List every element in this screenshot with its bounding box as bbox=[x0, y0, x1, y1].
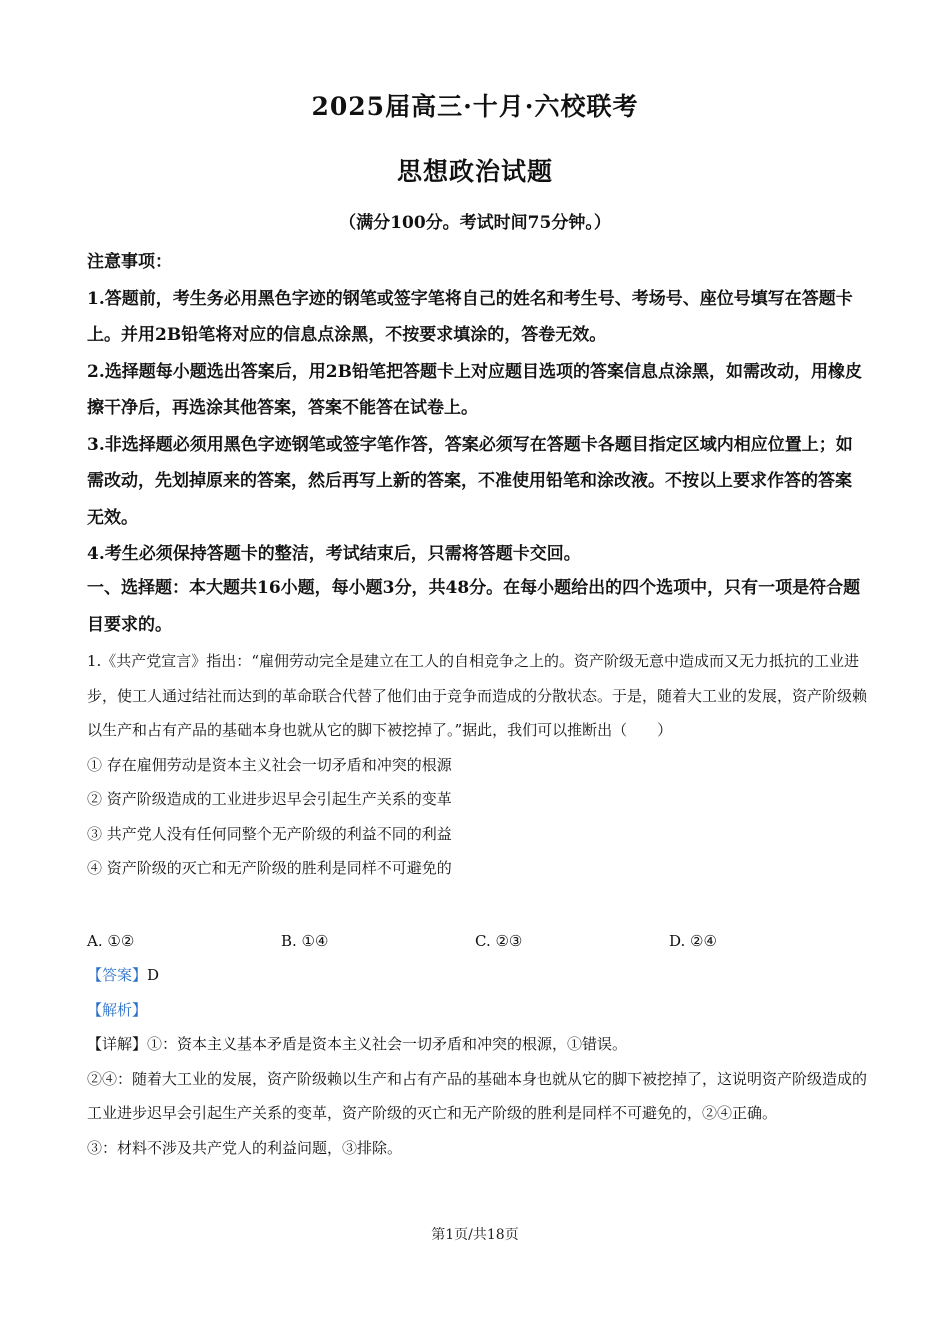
option-a: A. ①② bbox=[87, 932, 135, 950]
detail-line-3: ③：材料不涉及共产党人的利益问题，③排除。 bbox=[87, 1138, 403, 1157]
answer-label: 【答案】 bbox=[87, 966, 148, 984]
notice-item-1: 1.答题前，考生务必用黑色字迹的钢笔或签字笔将自己的姓名和考生号、考场号、座位号填写在答题卡上。并用2B铅笔将对应的信息点涂黑，不按要求填涂的，答卷无效。 bbox=[87, 288, 853, 345]
option-b: B. ①④ bbox=[281, 932, 329, 950]
section-title: 一、选择题：本大题共16小题，每小题3分，共48分。在每小题给出的四个选项中，只有一项是符合题目要求的。 bbox=[87, 578, 861, 635]
notice-item-2: 2.选择题每小题选出答案后，用2B铅笔把答题卡上对应题目选项的答案信息点涂黑，如需改动，用橡皮擦干净后，再选涂其他答案，答案不能答在试卷上。 bbox=[87, 361, 862, 418]
analysis-label: 【解析】 bbox=[87, 1000, 148, 1019]
statement-3: ③ 共产党人没有任何同整个无产阶级的利益不同的利益 bbox=[87, 824, 452, 843]
exam-title: 2025届高三·十月·六校联考 bbox=[311, 92, 639, 121]
detail-label: 【详解】 bbox=[87, 1035, 148, 1053]
statement-4: ④ 资产阶级的灭亡和无产阶级的胜利是同样不可避免的 bbox=[87, 859, 452, 877]
notice-item-3: 3.非选择题必须用黑色字迹钢笔或签字笔作答，答案必须写在答题卡各题目指定区域内相应位置上；如需改动，先划掉原来的答案，然后再写上新的答案，不准使用铅笔和涂改液。不按以上要求作答的答案无效。 bbox=[87, 434, 853, 528]
notice-heading: 注意事项： bbox=[87, 252, 172, 272]
statement-1: ① 存在雇佣劳动是资本主义社会一切矛盾和冲突的根源 bbox=[87, 755, 452, 774]
notice-item-4: 4.考生必须保持答题卡的整洁，考试结束后，只需将答题卡交回。 bbox=[87, 544, 581, 564]
notice-section bbox=[87, 244, 867, 573]
subject-title: 思想政治试题 bbox=[396, 157, 553, 186]
detail-text-1: ①：资本主义基本矛盾是资本主义社会一切矛盾和冲突的根源，①错误。 bbox=[147, 1035, 628, 1053]
analysis-line bbox=[87, 993, 867, 1028]
answer-line bbox=[87, 958, 867, 993]
option-c: C. ②③ bbox=[475, 932, 523, 950]
page-number: 第1页/共18页 bbox=[431, 1227, 519, 1243]
detail-line-1 bbox=[87, 1027, 867, 1062]
statement-2: ② 资产阶级造成的工业进步迟早会引起生产关系的变革 bbox=[87, 790, 452, 808]
answer-options bbox=[87, 924, 867, 958]
exam-info: （满分100分。考试时间75分钟。） bbox=[339, 213, 611, 233]
section-heading bbox=[87, 570, 867, 643]
answer-value: D bbox=[147, 966, 160, 984]
question-1 bbox=[87, 644, 867, 886]
answer-analysis bbox=[87, 958, 867, 1165]
question-stem: 1.《共产党宣言》指出：“雇佣劳动完全是建立在工人的自相竞争之上的。资产阶级无意中造成而又无力抵抗的工业进步，使工人通过结社而达到的革命联合代替了他们由于竞争而造成的分散状态。于是，随着大工业的发展，资产阶级赖以生产和占有产品的基础本身也就从它的脚下被挖掉了。”据此，我们可以推断出（ ） bbox=[87, 652, 868, 739]
detail-line-2: ②④：随着大工业的发展，资产阶级赖以生产和占有产品的基础本身也就从它的脚下被挖掉了，这说明资产阶级造成的工业进步迟早会引起生产关系的变革，资产阶级的灭亡和无产阶级的胜利是同样不可避免的，②④正确。 bbox=[87, 1069, 868, 1122]
option-d: D. ②④ bbox=[669, 932, 717, 950]
